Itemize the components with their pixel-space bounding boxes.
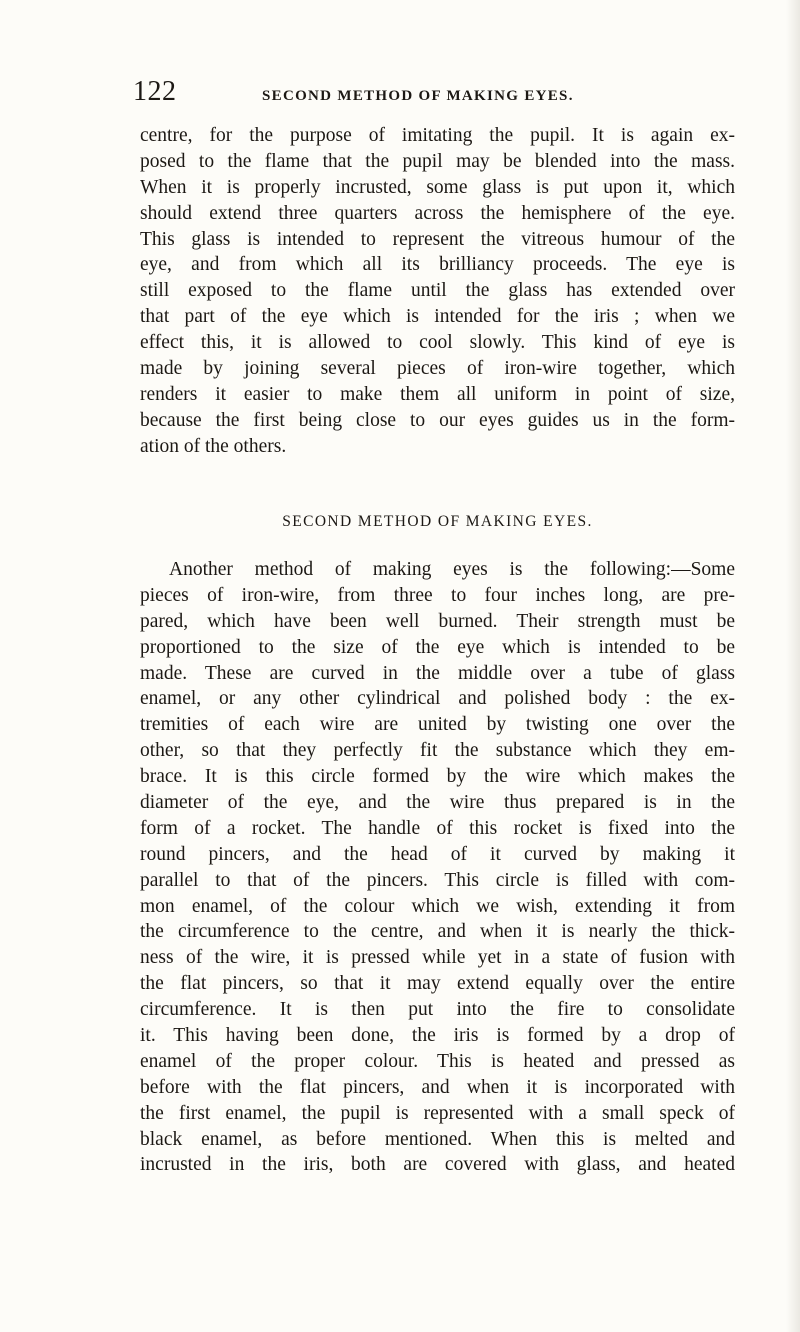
text-line: round pincers, and the head of it curved by making it (140, 843, 735, 865)
page-edge-shadow (786, 0, 800, 1332)
text-line: renders it easier to make them all uniform in point of size, (140, 383, 735, 405)
text-line: parallel to that of the pincers. This circle is filled with com- (140, 869, 735, 891)
text-line: the circumference to the centre, and when it is nearly the thick- (140, 921, 735, 943)
text-line: eye, and from which all its brilliancy proceeds. The eye is (140, 254, 735, 276)
text-line: mon enamel, of the colour which we wish, extending it from (140, 895, 735, 917)
text-line: enamel, or any other cylindrical and polished body : the ex- (140, 688, 735, 710)
text-line: made. These are curved in the middle over a tube of glass (140, 662, 735, 684)
text-line: that part of the eye which is intended for the iris ; when we (140, 306, 735, 328)
page-header (133, 76, 733, 116)
text-line: before with the flat pincers, and when it is incorporated with (140, 1076, 735, 1098)
section-heading: SECOND METHOD OF MAKING EYES. (282, 513, 593, 530)
text-line: form of a rocket. The handle of this rocket is fixed into the (140, 817, 735, 839)
text-line: incrusted in the iris, both are covered with glass, and heated (140, 1154, 735, 1176)
text-line: made by joining several pieces of iron-wire together, which (140, 358, 735, 380)
text-line: tremities of each wire are united by twisting one over the (140, 714, 735, 736)
text-line: brace. It is this circle formed by the wire which makes the (140, 766, 735, 788)
text-line: Another method of making eyes is the following:—Some (169, 559, 735, 580)
text-line: the flat pincers, so that it may extend equally over the entire (140, 973, 735, 995)
text-line: the first enamel, the pupil is represented with a small speck of (140, 1102, 735, 1124)
text-line: effect this, it is allowed to cool slowly. This kind of eye is (140, 332, 735, 354)
text-line: ness of the wire, it is pressed while yet in a state of fusion with (140, 947, 735, 969)
text-line: This glass is intended to represent the vitreous humour of the (140, 228, 735, 250)
text-line: When it is properly incrusted, some glass is put upon it, which (140, 176, 735, 198)
paragraph-second-method (140, 557, 735, 1178)
page-number: 122 (133, 76, 177, 107)
text-line: proportioned to the size of the eye which is intended to be (140, 636, 735, 658)
paragraph-continued (140, 123, 735, 460)
text-line: diameter of the eye, and the wire thus prepared is in the (140, 792, 735, 814)
text-line: pared, which have been well burned. Their strength must be (140, 610, 735, 632)
text-line: posed to the flame that the pupil may be blended into the mass. (140, 150, 735, 172)
running-head: SECOND METHOD OF MAKING EYES. (262, 88, 574, 104)
text-line: because the first being close to our eyes guides us in the form- (140, 409, 735, 431)
text-line: black enamel, as before mentioned. When this is melted and (140, 1128, 735, 1150)
text-line: ation of the others. (140, 435, 287, 457)
text-line: should extend three quarters across the hemisphere of the eye. (140, 202, 735, 224)
text-line: pieces of iron-wire, from three to four inches long, are pre- (140, 584, 735, 606)
text-line: enamel of the proper colour. This is heated and pressed as (140, 1050, 735, 1072)
text-line: circumference. It is then put into the fire to consolidate (140, 999, 735, 1021)
text-line: centre, for the purpose of imitating the pupil. It is again ex- (140, 125, 735, 146)
text-line: it. This having been done, the iris is formed by a drop of (140, 1025, 735, 1047)
text-line: other, so that they perfectly fit the substance which they em- (140, 740, 735, 762)
text-line: still exposed to the flame until the glass has extended over (140, 280, 735, 302)
